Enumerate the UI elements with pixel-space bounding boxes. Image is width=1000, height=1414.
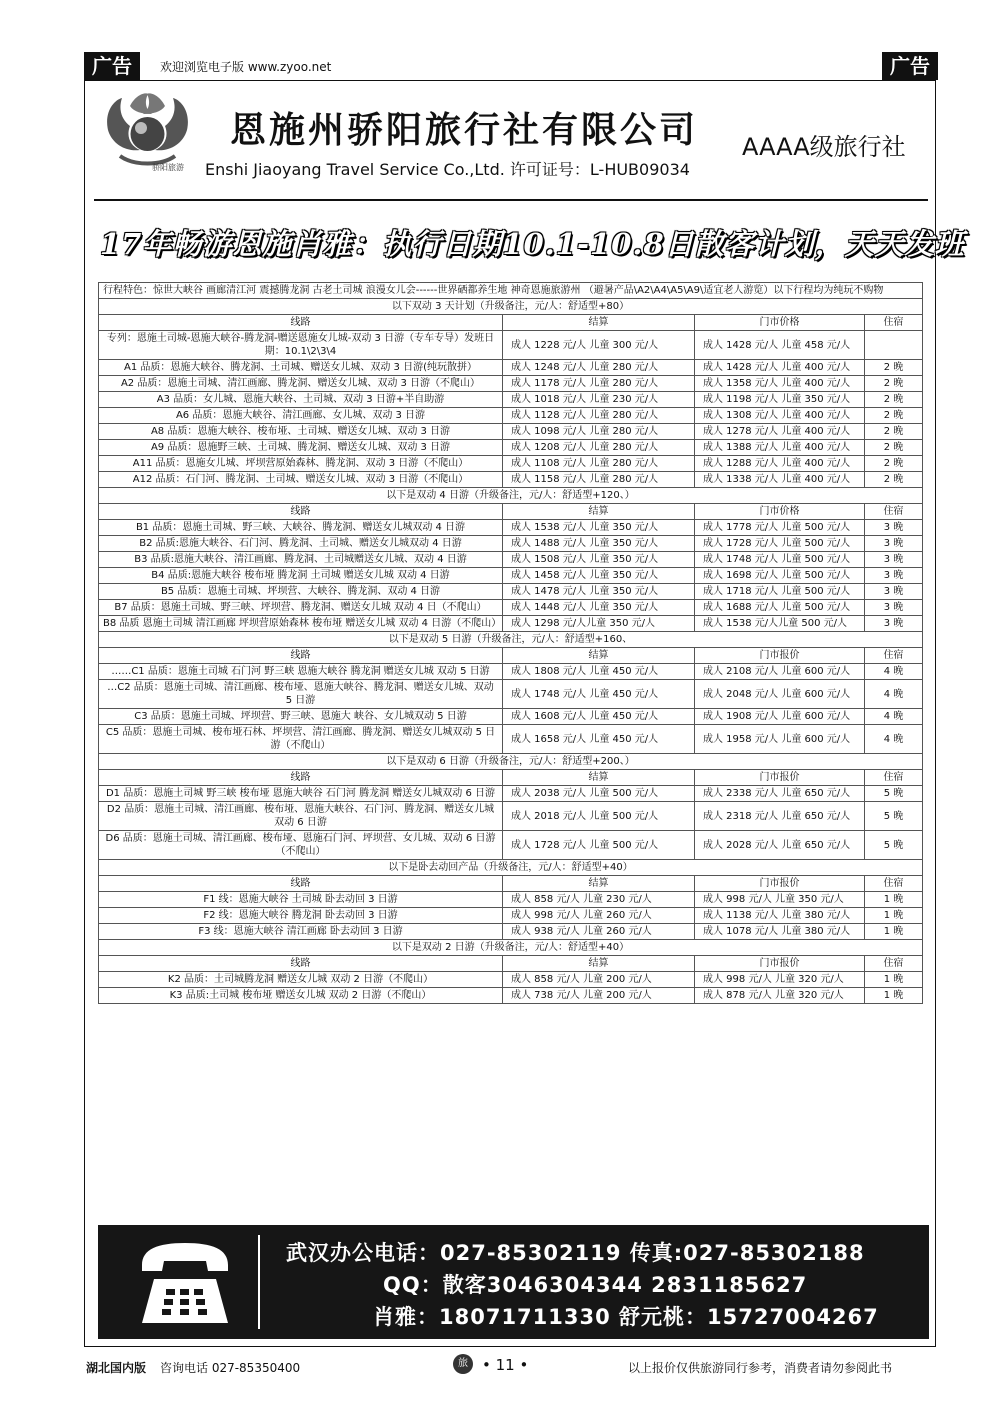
rates-table-body xyxy=(99,283,923,1004)
route-cell: K2 品质：土司城腾龙洞 赠送女儿城 双动 2 日游（不爬山） xyxy=(99,972,503,988)
net-price-cell: 成人 1728 元/人 儿童 500 元/人 xyxy=(503,831,695,860)
net-price-cell: 成人 1208 元/人 儿童 280 元/人 xyxy=(503,440,695,456)
route-cell: B3 品质:恩施大峡谷、清江画廊、腾龙洞、土司城赠送女儿城、双动 4 日游 xyxy=(99,552,503,568)
retail-price-cell: 成人 1358 元/人 儿童 400 元/人 xyxy=(695,376,865,392)
stay-cell: 2 晚 xyxy=(865,376,923,392)
retail-price-cell: 成人 2318 元/人 儿童 650 元/人 xyxy=(695,802,865,831)
stay-cell: 4 晚 xyxy=(865,664,923,680)
retail-price-cell: 成人 1338 元/人 儿童 400 元/人 xyxy=(695,472,865,488)
company-name-cn: 恩施州骄阳旅行社有限公司 xyxy=(230,109,699,151)
header-net-price: 结算 xyxy=(503,876,695,892)
contact-panel xyxy=(98,1225,929,1339)
net-price-cell: 成人 1248 元/人 儿童 280 元/人 xyxy=(503,360,695,376)
retail-price-cell: 成人 2048 元/人 儿童 600 元/人 xyxy=(695,680,865,709)
column-header-row xyxy=(99,876,923,892)
banner-title: 17年畅游恩施肖雅：执行日期10.1-10.8日散客计划，天天发班 xyxy=(100,227,965,261)
route-cell: …C2 品质：恩施土司城、清江画廊、梭布垭、恩施大峡谷、腾龙洞、赠送女儿城、双动 5 日游 xyxy=(99,680,503,709)
net-price-cell: 成人 1018 元/人 儿童 230 元/人 xyxy=(503,392,695,408)
header-stay: 住宿 xyxy=(865,504,923,520)
retail-price-cell: 成人 1428 元/人 儿童 458 元/人 xyxy=(695,331,865,360)
header-net-price: 结算 xyxy=(503,956,695,972)
table-row xyxy=(99,568,923,584)
route-cell: B7 品质：恩施土司城、野三峡、坪坝营、腾龙洞、赠送女儿城 双动 4 日（不爬山） xyxy=(99,600,503,616)
retail-price-cell: 成人 1278 元/人 儿童 400 元/人 xyxy=(695,424,865,440)
section-title: 以下双动 3 天计划（升级备注，元/人：舒适型+80） xyxy=(99,299,923,315)
net-price-cell: 成人 1158 元/人 儿童 280 元/人 xyxy=(503,472,695,488)
page-badge: 旅 xyxy=(453,1354,473,1374)
retail-price-cell: 成人 2108 元/人 儿童 600 元/人 xyxy=(695,664,865,680)
header-net-price: 结算 xyxy=(503,504,695,520)
section-title-row xyxy=(99,299,923,315)
route-cell: B8 品质 恩施土司城 清江画廊 坪坝营原始森林 梭布垭 赠送女儿城 双动 4 日游（不爬山） xyxy=(99,616,503,632)
net-price-cell: 成人 1458 元/人 儿童 350 元/人 xyxy=(503,568,695,584)
retail-price-cell: 成人 1308 元/人 儿童 400 元/人 xyxy=(695,408,865,424)
net-price-cell: 成人 1228 元/人 儿童 300 元/人 xyxy=(503,331,695,360)
table-row xyxy=(99,392,923,408)
table-row xyxy=(99,331,923,360)
route-cell: B1 品质：恩施土司城、野三峡、大峡谷、腾龙洞、赠送女儿城双动 4 日游 xyxy=(99,520,503,536)
section-title: 以下是双动 4 日游（升级备注，元/人：舒适型+120、） xyxy=(99,488,923,504)
stay-cell: 2 晚 xyxy=(865,440,923,456)
net-price-cell: 成人 738 元/人 儿童 200 元/人 xyxy=(503,988,695,1004)
stay-cell: 5 晚 xyxy=(865,786,923,802)
retail-price-cell: 成人 1778 元/人 儿童 500 元/人 xyxy=(695,520,865,536)
retail-price-cell: 成人 1288 元/人 儿童 400 元/人 xyxy=(695,456,865,472)
route-cell: A9 品质：恩施野三峡、土司城、腾龙洞、赠送女儿城、双动 3 日游 xyxy=(99,440,503,456)
welcome-text: 欢迎浏览电子版 www.zyoo.net xyxy=(160,60,332,74)
net-price-cell: 成人 1808 元/人 儿童 450 元/人 xyxy=(503,664,695,680)
stay-cell: 3 晚 xyxy=(865,536,923,552)
section-title: 以下是卧去动回产品（升级备注，元/人：舒适型+40） xyxy=(99,860,923,876)
stay-cell: 3 晚 xyxy=(865,520,923,536)
column-header-row xyxy=(99,504,923,520)
retail-price-cell: 成人 1388 元/人 儿童 400 元/人 xyxy=(695,440,865,456)
stay-cell: 1 晚 xyxy=(865,972,923,988)
header-divider xyxy=(94,199,928,201)
table-row xyxy=(99,924,923,940)
company-name-en: Enshi Jiaoyang Travel Service Co.,Ltd. 许可证号：L-HUB09034 xyxy=(205,160,690,179)
company-logo-icon xyxy=(100,92,195,178)
net-price-cell: 成人 1108 元/人 儿童 280 元/人 xyxy=(503,456,695,472)
route-cell: D1 品质：恩施土司城 野三峡 梭布垭 恩施大峡谷 石门河 腾龙洞 赠送女儿城双动 6 日游 xyxy=(99,786,503,802)
route-cell: A3 品质：女儿城、恩施大峡谷、土司城、双动 3 日游+半自助游 xyxy=(99,392,503,408)
table-row xyxy=(99,456,923,472)
header-retail-price: 门市价格 xyxy=(695,504,865,520)
header-route: 线路 xyxy=(99,876,503,892)
stay-cell: 1 晚 xyxy=(865,892,923,908)
route-cell: F3 线：恩施大峡谷 清江画廊 卧去动回 3 日游 xyxy=(99,924,503,940)
table-row xyxy=(99,802,923,831)
edition-label: 湖北国内版 xyxy=(86,1361,147,1375)
column-header-row xyxy=(99,648,923,664)
net-price-cell: 成人 1608 元/人 儿童 450 元/人 xyxy=(503,709,695,725)
net-price-cell: 成人 1658 元/人 儿童 450 元/人 xyxy=(503,725,695,754)
table-row xyxy=(99,600,923,616)
section-title-row xyxy=(99,754,923,770)
header-stay: 住宿 xyxy=(865,315,923,331)
section-title-row xyxy=(99,488,923,504)
header-route: 线路 xyxy=(99,648,503,664)
ad-tag-right: 广告 xyxy=(882,52,938,80)
stay-cell: 3 晚 xyxy=(865,584,923,600)
intro-row xyxy=(99,283,923,299)
header-stay: 住宿 xyxy=(865,770,923,786)
table-row xyxy=(99,440,923,456)
stay-cell: 3 晚 xyxy=(865,552,923,568)
table-row xyxy=(99,424,923,440)
section-title: 以下是双动 5 日游（升级备注，元/人：舒适型+160、 xyxy=(99,632,923,648)
stay-cell: 4 晚 xyxy=(865,680,923,709)
stay-cell: 1 晚 xyxy=(865,924,923,940)
stay-cell: 3 晚 xyxy=(865,568,923,584)
retail-price-cell: 成人 1908 元/人 儿童 600 元/人 xyxy=(695,709,865,725)
logo-caption: 骄阳旅游 xyxy=(152,163,184,172)
section-title: 以下是双动 6 日游（升级备注，元/人：舒适型+200、） xyxy=(99,754,923,770)
retail-price-cell: 成人 1688 元/人 儿童 500 元/人 xyxy=(695,600,865,616)
route-cell: B4 品质:恩施大峡谷 梭布垭 腾龙洞 土司城 赠送女儿城 双动 4 日游 xyxy=(99,568,503,584)
stay-cell: 2 晚 xyxy=(865,408,923,424)
disclaimer: 以上报价仅供旅游同行参考，消费者请勿参阅此书 xyxy=(628,1361,893,1375)
net-price-cell: 成人 1488 元/人 儿童 350 元/人 xyxy=(503,536,695,552)
header-stay: 住宿 xyxy=(865,876,923,892)
stay-cell: 2 晚 xyxy=(865,392,923,408)
table-row xyxy=(99,892,923,908)
stay-cell: 1 晚 xyxy=(865,988,923,1004)
header-retail-price: 门市报价 xyxy=(695,956,865,972)
retail-price-cell: 成人 878 元/人 儿童 320 元/人 xyxy=(695,988,865,1004)
header-net-price: 结算 xyxy=(503,315,695,331)
table-row xyxy=(99,664,923,680)
intro-text: 行程特色：惊世大峡谷 画廊清江河 震撼腾龙洞 古老土司城 浪漫女儿会------世界硒都养生地 神奇恩施旅游州 （避暑产品\A2\A4\A5\A9\适宜老人游览）以下行程均为纯玩不购物 xyxy=(99,283,923,299)
table-row xyxy=(99,988,923,1004)
header-stay: 住宿 xyxy=(865,956,923,972)
retail-price-cell: 成人 2338 元/人 儿童 650 元/人 xyxy=(695,786,865,802)
net-price-cell: 成人 1178 元/人 儿童 280 元/人 xyxy=(503,376,695,392)
retail-price-cell: 成人 1138 元/人 儿童 380 元/人 xyxy=(695,908,865,924)
route-cell: C5 品质：恩施土司城、梭布垭石林、坪坝营、清江画廊、腾龙洞、赠送女儿城双动 5 日游（不爬山） xyxy=(99,725,503,754)
table-row xyxy=(99,360,923,376)
net-price-cell: 成人 858 元/人 儿童 200 元/人 xyxy=(503,972,695,988)
route-cell: D2 品质：恩施土司城、清江画廊、梭布垭、恩施大峡谷、石门河、腾龙洞、赠送女儿城双动 6 日游 xyxy=(99,802,503,831)
route-cell: A11 品质：恩施女儿城、坪坝营原始森林、腾龙洞、双动 3 日游（不爬山） xyxy=(99,456,503,472)
table-row xyxy=(99,520,923,536)
net-price-cell: 成人 1748 元/人 儿童 450 元/人 xyxy=(503,680,695,709)
retail-price-cell: 成人 1428 元/人 儿童 400 元/人 xyxy=(695,360,865,376)
table-row xyxy=(99,831,923,860)
agency-grade: AAAA级旅行社 xyxy=(742,133,906,161)
header-net-price: 结算 xyxy=(503,770,695,786)
route-cell: A2 品质：恩施土司城、清江画廊、腾龙洞、赠送女儿城、双动 3 日游（不爬山） xyxy=(99,376,503,392)
stay-cell: 4 晚 xyxy=(865,725,923,754)
retail-price-cell: 成人 1748 元/人 儿童 500 元/人 xyxy=(695,552,865,568)
staff-phones: 肖雅：18071711330 舒元桃：15727004267 xyxy=(373,1305,879,1329)
column-header-row xyxy=(99,770,923,786)
table-row xyxy=(99,680,923,709)
stay-cell: 2 晚 xyxy=(865,424,923,440)
header-net-price: 结算 xyxy=(503,648,695,664)
consult-phone: 咨询电话 027-85350400 xyxy=(160,1361,301,1375)
retail-price-cell: 成人 1728 元/人 儿童 500 元/人 xyxy=(695,536,865,552)
table-row xyxy=(99,709,923,725)
stay-cell: 2 晚 xyxy=(865,456,923,472)
route-cell: A12 品质：石门河、腾龙洞、土司城、赠送女儿城、双动 3 日游（不爬山） xyxy=(99,472,503,488)
table-row xyxy=(99,584,923,600)
retail-price-cell: 成人 1538 元/人儿童 500 元/人 xyxy=(695,616,865,632)
retail-price-cell: 成人 1698 元/人 儿童 500 元/人 xyxy=(695,568,865,584)
net-price-cell: 成人 998 元/人 儿童 260 元/人 xyxy=(503,908,695,924)
table-row xyxy=(99,408,923,424)
retail-price-cell: 成人 1958 元/人 儿童 600 元/人 xyxy=(695,725,865,754)
section-title-row xyxy=(99,632,923,648)
route-cell: A8 品质：恩施大峡谷、梭布垭、土司城、赠送女儿城、双动 3 日游 xyxy=(99,424,503,440)
table-row xyxy=(99,616,923,632)
retail-price-cell: 成人 1198 元/人 儿童 350 元/人 xyxy=(695,392,865,408)
route-cell: 专列：恩施土司城-恩施大峡谷-腾龙洞-赠送恩施女儿城-双动 3 日游（专车专导）发班日期：10.1\2\3\4 xyxy=(99,331,503,360)
qq-numbers: QQ：散客3046304344 2831185627 xyxy=(383,1273,808,1297)
header-retail-price: 门市价格 xyxy=(695,315,865,331)
net-price-cell: 成人 1128 元/人 儿童 280 元/人 xyxy=(503,408,695,424)
retail-price-cell: 成人 998 元/人 儿童 350 元/人 xyxy=(695,892,865,908)
section-title: 以下是双动 2 日游（升级备注，元/人：舒适型+40） xyxy=(99,940,923,956)
header-route: 线路 xyxy=(99,504,503,520)
table-row xyxy=(99,786,923,802)
stay-cell: 3 晚 xyxy=(865,600,923,616)
header-stay: 住宿 xyxy=(865,648,923,664)
header-retail-price: 门市报价 xyxy=(695,648,865,664)
net-price-cell: 成人 2038 元/人 儿童 500 元/人 xyxy=(503,786,695,802)
stay-cell xyxy=(865,331,923,360)
stay-cell: 5 晚 xyxy=(865,802,923,831)
page-number: • 11 • xyxy=(482,1356,529,1374)
table-row xyxy=(99,908,923,924)
contact-divider xyxy=(258,1235,260,1329)
stay-cell: 1 晚 xyxy=(865,908,923,924)
route-cell: F1 线：恩施大峡谷 土司城 卧去动回 3 日游 xyxy=(99,892,503,908)
table-row xyxy=(99,472,923,488)
retail-price-cell: 成人 1718 元/人 儿童 500 元/人 xyxy=(695,584,865,600)
table-row xyxy=(99,725,923,754)
route-cell: A6 品质：恩施大峡谷、清江画廊、女儿城、双动 3 日游 xyxy=(99,408,503,424)
route-cell: A1 品质：恩施大峡谷、腾龙洞、土司城、赠送女儿城、双动 3 日游(纯玩散拼） xyxy=(99,360,503,376)
retail-price-cell: 成人 2028 元/人 儿童 650 元/人 xyxy=(695,831,865,860)
net-price-cell: 成人 1098 元/人 儿童 280 元/人 xyxy=(503,424,695,440)
section-title-row xyxy=(99,860,923,876)
net-price-cell: 成人 1538 元/人 儿童 350 元/人 xyxy=(503,520,695,536)
route-cell: K3 品质:土司城 梭布垭 赠送女儿城 双动 2 日游（不爬山） xyxy=(99,988,503,1004)
stay-cell: 4 晚 xyxy=(865,709,923,725)
column-header-row xyxy=(99,315,923,331)
column-header-row xyxy=(99,956,923,972)
route-cell: F2 线：恩施大峡谷 腾龙洞 卧去动回 3 日游 xyxy=(99,908,503,924)
header-retail-price: 门市报价 xyxy=(695,770,865,786)
header-retail-price: 门市报价 xyxy=(695,876,865,892)
retail-price-cell: 成人 998 元/人 儿童 320 元/人 xyxy=(695,972,865,988)
stay-cell: 2 晚 xyxy=(865,360,923,376)
stay-cell: 2 晚 xyxy=(865,472,923,488)
stay-cell: 5 晚 xyxy=(865,831,923,860)
net-price-cell: 成人 1448 元/人 儿童 350 元/人 xyxy=(503,600,695,616)
header-route: 线路 xyxy=(99,956,503,972)
table-row xyxy=(99,972,923,988)
route-cell: C3 品质：恩施土司城、坪坝营、野三峡、恩施大 峡谷、女儿城双动 5 日游 xyxy=(99,709,503,725)
net-price-cell: 成人 858 元/人 儿童 230 元/人 xyxy=(503,892,695,908)
net-price-cell: 成人 1508 元/人 儿童 350 元/人 xyxy=(503,552,695,568)
route-cell: D6 品质：恩施土司城、清江画廊、梭布垭、恩施石门河、坪坝营、女儿城、双动 6 日游（不爬山） xyxy=(99,831,503,860)
ad-tag-left: 广告 xyxy=(84,52,140,80)
stay-cell: 3 晚 xyxy=(865,616,923,632)
route-cell: ……C1 品质：恩施土司城 石门河 野三峡 恩施大峡谷 腾龙洞 赠送女儿城 双动 5 日游 xyxy=(99,664,503,680)
header-route: 线路 xyxy=(99,315,503,331)
rates-table xyxy=(98,282,923,1004)
telephone-icon xyxy=(136,1239,234,1329)
net-price-cell: 成人 938 元/人 儿童 260 元/人 xyxy=(503,924,695,940)
table-row xyxy=(99,552,923,568)
office-phone-fax: 武汉办公电话：027-85302119 传真:027-85302188 xyxy=(286,1241,865,1265)
net-price-cell: 成人 1478 元/人 儿童 350 元/人 xyxy=(503,584,695,600)
net-price-cell: 成人 1298 元/人儿童 350 元/人 xyxy=(503,616,695,632)
route-cell: B2 品质:恩施大峡谷、石门河、腾龙洞、土司城、赠送女儿城双动 4 日游 xyxy=(99,536,503,552)
table-row xyxy=(99,536,923,552)
net-price-cell: 成人 2018 元/人 儿童 500 元/人 xyxy=(503,802,695,831)
retail-price-cell: 成人 1078 元/人 儿童 380 元/人 xyxy=(695,924,865,940)
route-cell: B5 品质：恩施土司城、坪坝营、大峡谷、腾龙洞、双动 4 日游 xyxy=(99,584,503,600)
header-route: 线路 xyxy=(99,770,503,786)
table-row xyxy=(99,376,923,392)
section-title-row xyxy=(99,940,923,956)
